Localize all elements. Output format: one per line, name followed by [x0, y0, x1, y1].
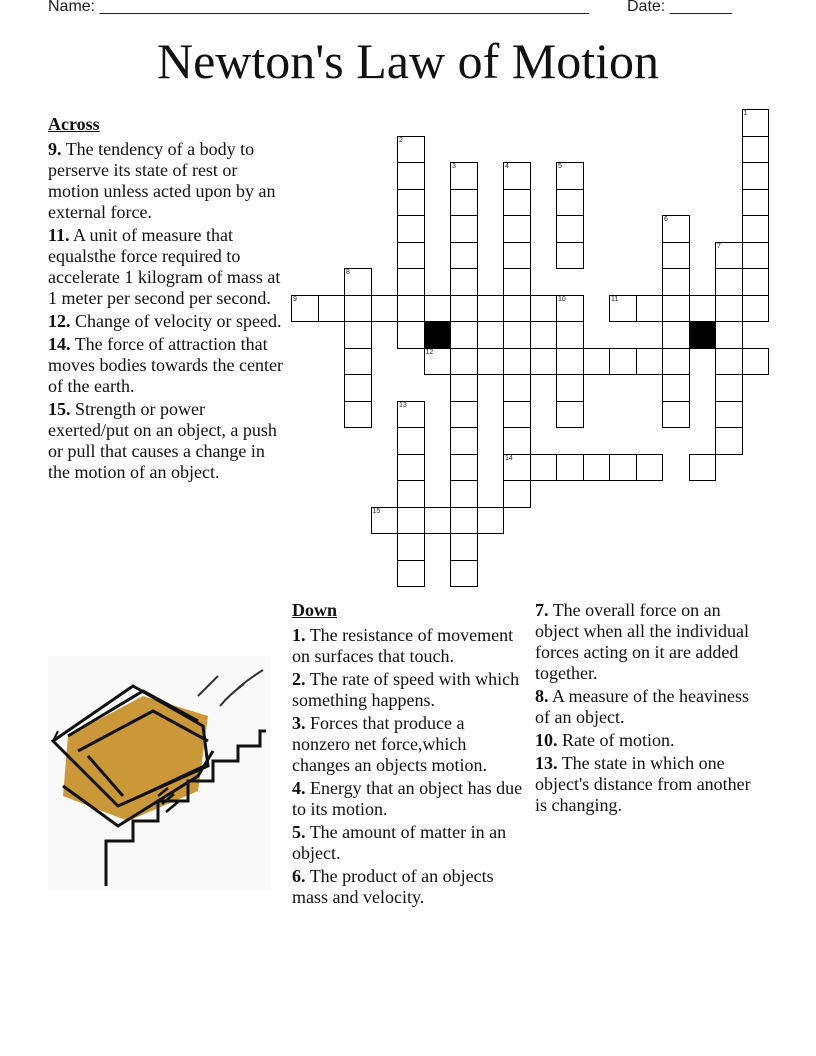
crossword-cell[interactable] — [397, 268, 425, 296]
crossword-cell[interactable] — [636, 348, 664, 376]
across-clue — [48, 311, 284, 332]
down-clue — [535, 686, 767, 728]
crossword-cell[interactable] — [503, 268, 531, 296]
clue-number: 9. — [48, 139, 62, 159]
crossword-cell[interactable] — [556, 374, 584, 402]
crossword-cell[interactable] — [742, 136, 770, 164]
across-clue — [48, 334, 284, 397]
crossword-cell[interactable] — [450, 374, 478, 402]
crossword-cell[interactable] — [715, 295, 743, 323]
clue-text: The state in which one object's distance from another is changing. — [535, 753, 751, 815]
crossword-cell[interactable] — [397, 480, 425, 508]
crossword-cell[interactable] — [424, 348, 452, 376]
crossword-cell[interactable] — [450, 427, 478, 455]
clue-text: Energy that an object has due to its motion. — [292, 778, 523, 819]
crossword-cell[interactable] — [609, 348, 637, 376]
cell-number: 7 — [717, 242, 721, 250]
down-clue — [292, 778, 524, 820]
crossword-cell[interactable] — [397, 162, 425, 190]
crossword-cell[interactable] — [715, 427, 743, 455]
cell-number: 1 — [743, 110, 748, 117]
crossword-cell[interactable] — [742, 268, 770, 296]
clue-text: The force of attraction that moves bodies towards the center of the earth. — [48, 334, 283, 396]
crossword-cell[interactable] — [477, 507, 505, 535]
crossword-cell[interactable] — [450, 348, 478, 376]
clue-number: 4. — [292, 778, 306, 798]
crossword-cell[interactable] — [742, 109, 770, 137]
crossword-cell[interactable] — [450, 295, 478, 323]
down-clue — [535, 730, 767, 751]
crossword-cell[interactable] — [715, 321, 743, 349]
crossword-cell[interactable] — [344, 348, 372, 376]
clue-number: 1. — [292, 625, 306, 645]
crossword-cell[interactable] — [583, 454, 611, 482]
clue-number: 14. — [48, 334, 71, 354]
crossword-cell[interactable] — [450, 268, 478, 296]
crossword-cell[interactable] — [503, 454, 531, 482]
clue-text: A measure of the heaviness of an object. — [535, 686, 749, 727]
crossword-cell[interactable] — [503, 215, 531, 243]
crossword-cell[interactable] — [397, 295, 425, 323]
crossword-cell[interactable] — [318, 295, 346, 323]
crossword-cell[interactable] — [715, 348, 743, 376]
crossword-cell[interactable] — [662, 215, 690, 243]
cell-number: 8 — [346, 269, 350, 276]
cell-number: 12 — [425, 348, 434, 356]
clue-number: 6. — [292, 866, 306, 886]
book-clipart — [48, 656, 270, 890]
clue-number: 2. — [292, 669, 306, 689]
crossword-cell[interactable] — [530, 454, 558, 482]
down-heading: Down — [292, 600, 338, 620]
crossword-cell[interactable] — [662, 401, 690, 429]
cell-number: 14 — [505, 454, 513, 462]
across-clue — [48, 399, 284, 483]
crossword-cell[interactable] — [556, 242, 584, 270]
down-clue — [292, 669, 524, 711]
down-clue — [535, 753, 767, 816]
crossword-cell[interactable] — [450, 401, 478, 429]
name-field[interactable]: Name: _______________________________________________________ — [48, 0, 589, 15]
crossword-cell[interactable] — [503, 348, 531, 376]
cell-number: 11 — [611, 295, 619, 303]
across-clue — [48, 225, 284, 309]
crossword-cell[interactable] — [662, 374, 690, 402]
crossword-cell[interactable] — [291, 295, 319, 323]
clue-text: The rate of speed with which something happens. — [292, 669, 520, 710]
crossword-cell[interactable] — [662, 321, 690, 349]
crossword-cell[interactable] — [742, 162, 770, 190]
crossword-cell[interactable] — [689, 454, 717, 482]
crossword-cell[interactable] — [397, 507, 425, 535]
crossword-cell[interactable] — [636, 454, 664, 482]
crossword-cell[interactable] — [662, 268, 690, 296]
page-title: Newton's Law of Motion — [156, 33, 659, 89]
crossword-cell[interactable] — [742, 242, 770, 270]
crossword-cell[interactable] — [742, 215, 770, 243]
black-square — [424, 321, 452, 349]
clue-text: The product of an objects mass and velocity. — [292, 866, 494, 907]
crossword-cell[interactable] — [397, 321, 425, 349]
crossword-cell[interactable] — [450, 215, 478, 243]
crossword-cell[interactable] — [397, 533, 425, 561]
crossword-cell[interactable] — [556, 321, 584, 349]
clue-number: 15. — [48, 399, 71, 419]
crossword-cell[interactable] — [556, 454, 584, 482]
clue-number: 10. — [535, 730, 558, 750]
date-field[interactable]: Date: _______ — [627, 0, 732, 15]
crossword-cell[interactable] — [583, 348, 611, 376]
down-clue — [292, 713, 524, 776]
down-clues-continued — [535, 600, 767, 818]
down-clue — [292, 866, 524, 908]
crossword-cell[interactable] — [344, 268, 372, 296]
across-clue — [48, 139, 284, 223]
cell-number: 13 — [399, 401, 407, 409]
crossword-cell[interactable] — [556, 215, 584, 243]
cell-number: 10 — [558, 295, 566, 303]
crossword-cell[interactable] — [477, 348, 505, 376]
crossword-cell[interactable] — [609, 454, 637, 482]
crossword-cell[interactable] — [556, 295, 584, 323]
crossword-cell[interactable] — [662, 295, 690, 323]
crossword-cell[interactable] — [450, 533, 478, 561]
crossword-cell[interactable] — [556, 189, 584, 217]
crossword-cell[interactable] — [503, 480, 531, 508]
clue-text: A unit of measure that equalsthe force required to accelerate 1 kilogram of mass at 1 meter per second per second. — [48, 225, 281, 308]
clue-text: Rate of motion. — [562, 730, 675, 750]
crossword-cell[interactable] — [450, 162, 478, 190]
crossword-cell[interactable] — [344, 295, 372, 323]
down-clue — [292, 822, 524, 864]
crossword-cell[interactable] — [715, 374, 743, 402]
clue-number: 7. — [535, 600, 549, 620]
crossword-cell[interactable] — [715, 268, 743, 296]
down-clue — [535, 600, 767, 684]
clue-text: Strength or power exerted/put on an object, a push or pull that causes a change in the motion of an object. — [48, 399, 277, 482]
crossword-cell[interactable] — [397, 136, 425, 164]
clue-text: The tendency of a body to perserve its state of rest or motion unless acted upon by an external force. — [48, 139, 276, 222]
clue-number: 12. — [48, 311, 71, 331]
cell-number: 5 — [558, 163, 562, 170]
crossword-cell[interactable] — [636, 295, 664, 323]
clue-number: 3. — [292, 713, 306, 733]
crossword-cell[interactable] — [450, 454, 478, 482]
crossword-cell[interactable] — [503, 162, 531, 190]
crossword-cell[interactable] — [503, 401, 531, 429]
across-clues — [48, 114, 284, 485]
cell-number: 9 — [293, 295, 297, 303]
crossword-cell[interactable] — [556, 348, 584, 376]
clue-number: 11. — [48, 225, 70, 245]
crossword-cell[interactable] — [715, 242, 743, 270]
crossword-cell[interactable] — [503, 295, 531, 323]
crossword-cell[interactable] — [556, 401, 584, 429]
cell-number: 3 — [452, 163, 456, 170]
crossword-cell[interactable] — [397, 560, 425, 588]
cell-number: 2 — [399, 136, 403, 144]
cell-number: 15 — [372, 507, 381, 515]
crossword-cell[interactable] — [450, 507, 478, 535]
clue-text: The overall force on an object when all the individual forces acting on it are added together. — [535, 600, 749, 683]
crossword-cell[interactable] — [397, 189, 425, 217]
crossword-cell[interactable] — [742, 348, 770, 376]
crossword-cell[interactable] — [397, 242, 425, 270]
crossword-cell[interactable] — [450, 321, 478, 349]
crossword-cell[interactable] — [689, 295, 717, 323]
crossword-cell[interactable] — [530, 348, 558, 376]
crossword-cell[interactable] — [344, 401, 372, 429]
black-square — [689, 321, 717, 349]
crossword-cell[interactable] — [450, 480, 478, 508]
crossword-cell[interactable] — [450, 242, 478, 270]
crossword-cell[interactable] — [450, 560, 478, 588]
clue-text: The resistance of movement on surfaces that touch. — [292, 625, 514, 666]
crossword-cell[interactable] — [503, 189, 531, 217]
cell-number: 4 — [505, 163, 509, 170]
crossword-cell[interactable] — [503, 374, 531, 402]
crossword-cell[interactable] — [424, 295, 452, 323]
crossword-cell[interactable] — [556, 162, 584, 190]
crossword-cell[interactable] — [662, 348, 690, 376]
crossword-cell[interactable] — [450, 189, 478, 217]
crossword-cell[interactable] — [742, 295, 770, 323]
crossword-cell[interactable] — [371, 295, 399, 323]
crossword-cell[interactable] — [503, 321, 531, 349]
clue-text: Change of velocity or speed. — [75, 311, 282, 331]
down-clues — [292, 600, 524, 910]
crossword-cell[interactable] — [424, 507, 452, 535]
crossword-cell[interactable] — [503, 242, 531, 270]
crossword-cell[interactable] — [715, 401, 743, 429]
crossword-cell[interactable] — [609, 295, 637, 323]
crossword-cell[interactable] — [477, 295, 505, 323]
crossword-cell[interactable] — [397, 454, 425, 482]
book-illustration — [48, 656, 270, 890]
crossword-cell[interactable] — [344, 374, 372, 402]
clue-text: The amount of matter in an object. — [292, 822, 507, 863]
crossword-cell[interactable] — [344, 321, 372, 349]
crossword-cell[interactable] — [530, 295, 558, 323]
cell-number: 6 — [664, 216, 668, 223]
crossword-cell[interactable] — [397, 401, 425, 429]
clue-number: 5. — [292, 822, 306, 842]
crossword-cell[interactable] — [371, 507, 399, 535]
crossword-cell[interactable] — [397, 215, 425, 243]
down-clue — [292, 625, 524, 667]
clue-number: 13. — [535, 753, 558, 773]
clue-text: Forces that produce a nonzero net force,which changes an objects motion. — [292, 713, 487, 775]
crossword-cell[interactable] — [503, 427, 531, 455]
across-heading: Across — [48, 114, 100, 134]
clue-number: 8. — [535, 686, 549, 706]
crossword-cell[interactable] — [742, 189, 770, 217]
crossword-cell[interactable] — [662, 242, 690, 270]
crossword-cell[interactable] — [397, 427, 425, 455]
